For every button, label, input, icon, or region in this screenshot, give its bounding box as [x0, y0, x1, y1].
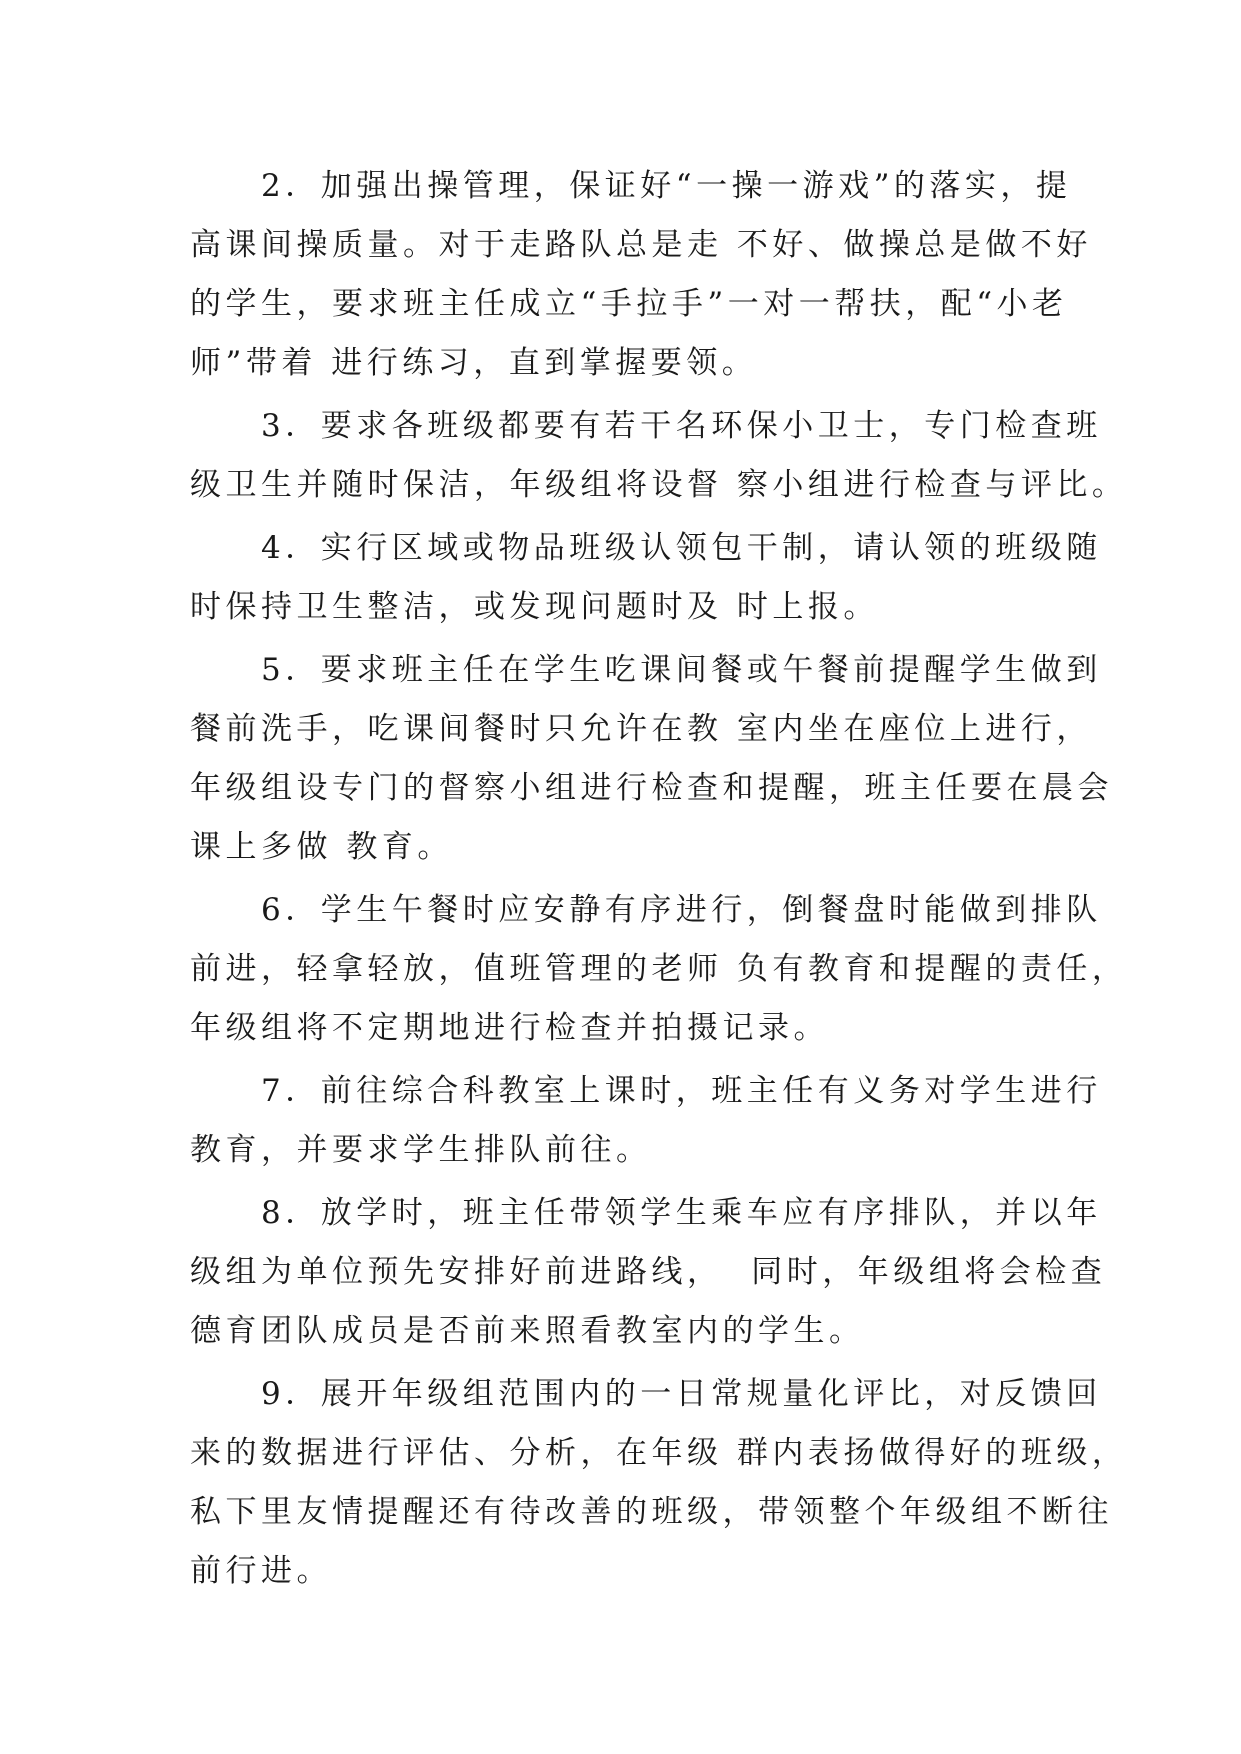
text-line: 私下里友情提醒还有待改善的班级，带领整个年级组不断往 — [190, 1494, 1113, 1530]
text-line: 教育，并要求学生排队前往。 — [190, 1132, 652, 1168]
text-line: 年级组设专门的督察小组进行检查和提醒，班主任要在晨会 — [190, 770, 1113, 806]
paragraph-2 — [190, 157, 1092, 393]
text-line: 5．要求班主任在学生吃课间餐或午餐前提醒学生做到 — [190, 652, 1102, 688]
document-body — [190, 157, 1128, 1605]
paragraph-9 — [190, 1365, 1128, 1601]
text-line: 4．实行区域或物品班级认领包干制，请认领的班级随 — [190, 530, 1102, 566]
text-line: 高课间操质量。对于走路队总是走 不好、做操总是做不好 — [190, 227, 1092, 263]
paragraph-8 — [190, 1184, 1107, 1361]
paragraph-4 — [190, 519, 1102, 637]
text-line: 的学生，要求班主任成立“手拉手”一对一帮扶，配“小老 — [190, 286, 1068, 322]
text-line: 2．加强出操管理，保证好“一操一游戏”的落实，提 — [190, 168, 1072, 204]
text-line: 前进，轻拿轻放，值班管理的老师 负有教育和提醒的责任， — [190, 951, 1128, 987]
text-line: 级卫生并随时保洁，年级组将设督 察小组进行检查与评比。 — [190, 467, 1128, 503]
text-line: 3．要求各班级都要有若干名环保小卫士，专门检查班 — [190, 408, 1102, 444]
text-line: 级组为单位预先安排好前进路线， 同时，年级组将会检查 — [190, 1254, 1107, 1290]
text-line: 前行进。 — [190, 1553, 332, 1589]
text-line: 7．前往综合科教室上课时，班主任有义务对学生进行 — [190, 1073, 1102, 1109]
text-line: 8．放学时，班主任带领学生乘车应有序排队，并以年 — [190, 1195, 1102, 1231]
paragraph-3 — [190, 397, 1128, 515]
text-line: 来的数据进行评估、分析，在年级 群内表扬做得好的班级， — [190, 1435, 1128, 1471]
paragraph-7 — [190, 1062, 1102, 1180]
text-line: 6．学生午餐时应安静有序进行，倒餐盘时能做到排队 — [190, 892, 1102, 928]
text-line: 课上多做 教育。 — [190, 829, 453, 865]
paragraph-6 — [190, 881, 1128, 1058]
text-line: 餐前洗手，吃课间餐时只允许在教 室内坐在座位上进行， — [190, 711, 1092, 747]
text-line: 师”带着 进行练习，直到掌握要领。 — [190, 345, 758, 381]
text-line: 9．展开年级组范围内的一日常规量化评比，对反馈回 — [190, 1376, 1102, 1412]
paragraph-5 — [190, 641, 1113, 877]
text-line: 德育团队成员是否前来照看教室内的学生。 — [190, 1313, 865, 1349]
text-line: 时保持卫生整洁，或发现问题时及 时上报。 — [190, 589, 879, 625]
text-line: 年级组将不定期地进行检查并拍摄记录。 — [190, 1010, 829, 1046]
